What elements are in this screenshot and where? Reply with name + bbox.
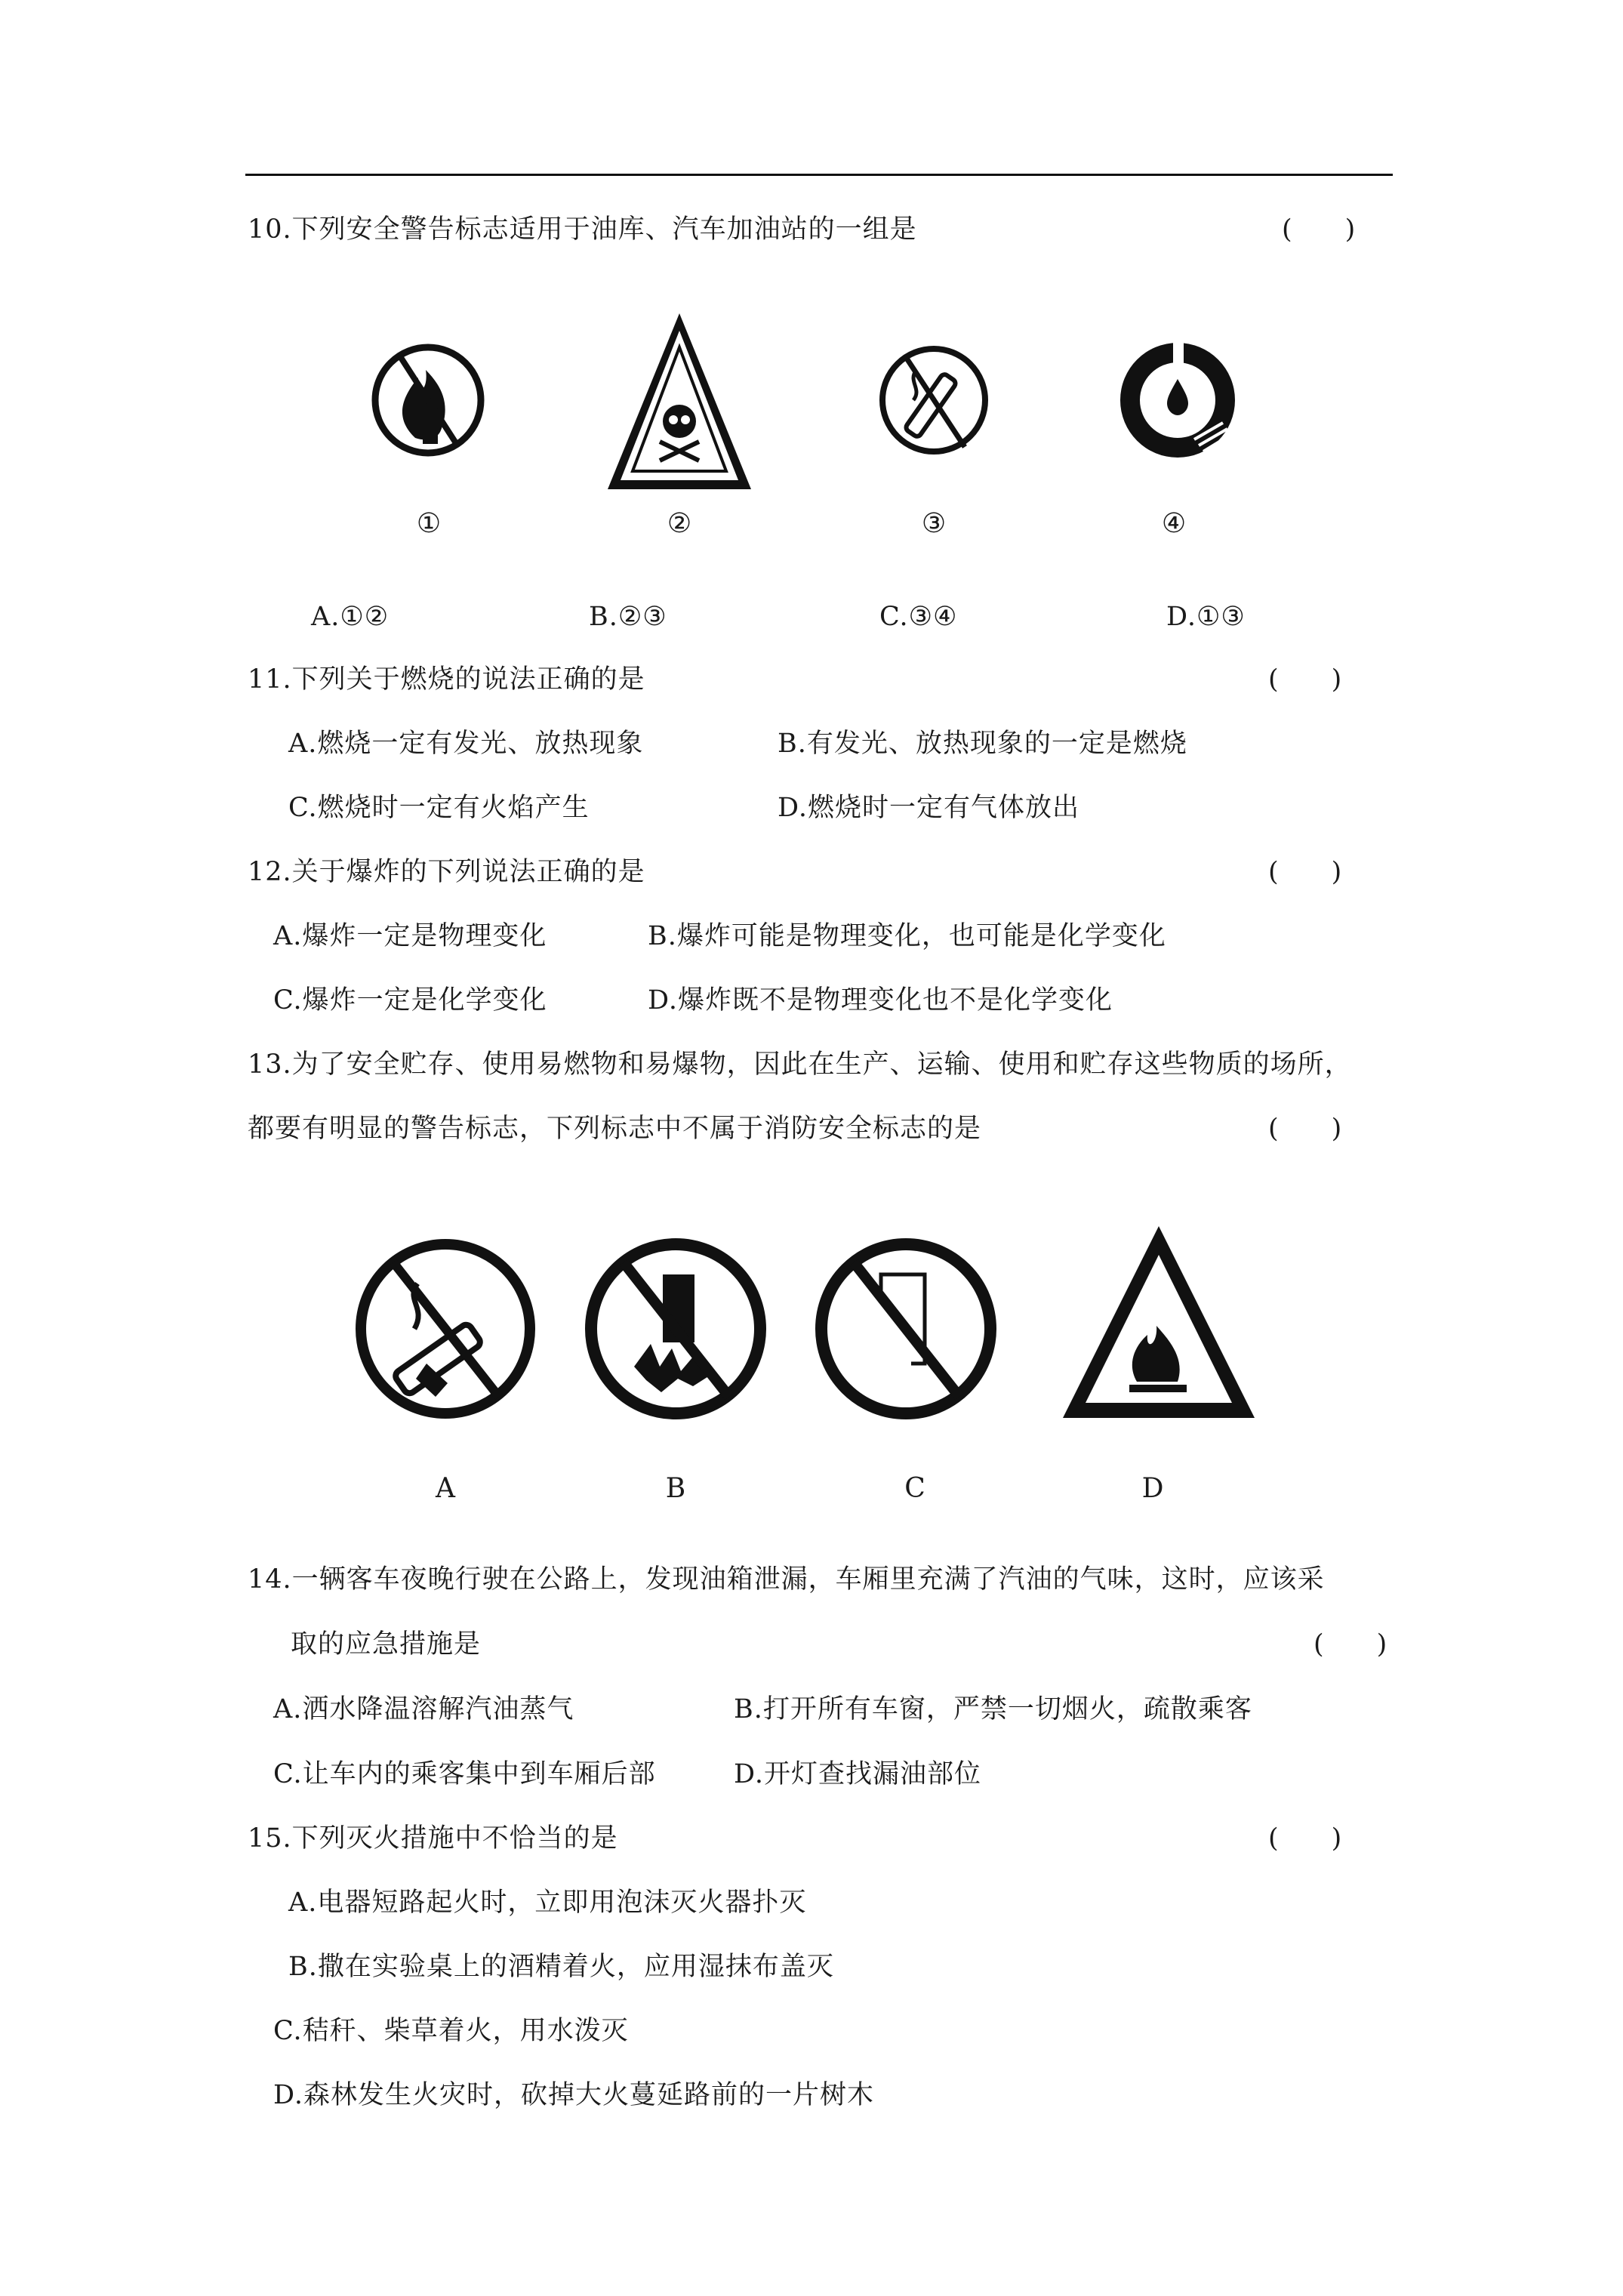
oil-drop-sign-icon (1110, 310, 1246, 491)
q10-option-a[interactable]: A.①② (311, 602, 390, 632)
q10-option-b[interactable]: B.②③ (589, 602, 667, 632)
no-smoking-sign-icon (877, 310, 990, 491)
q14-option-b[interactable]: B.打开所有车窗，严禁一切烟火，疏散乘客 (734, 1694, 1252, 1724)
q12-option-b[interactable]: B.爆炸可能是物理变化，也可能是化学变化 (648, 921, 1166, 951)
header-rule (245, 174, 1393, 176)
q11-option-c[interactable]: C.燃烧时一定有火焰产生 (288, 793, 590, 823)
q12-answer-paren: ( ) (1268, 857, 1342, 887)
no-smoking-sign-a-icon (351, 1216, 540, 1442)
q12-option-c[interactable]: C.爆炸一定是化学变化 (273, 985, 547, 1015)
q10-option-d[interactable]: D.①③ (1166, 602, 1246, 632)
q10-sign-label: ② (667, 508, 692, 539)
q14-option-c[interactable]: C.让车内的乘客集中到车厢后部 (273, 1759, 656, 1789)
q14-stem-line2: 取的应急措施是 (291, 1629, 482, 1660)
q14-option-a[interactable]: A.洒水降温溶解汽油蒸气 (273, 1694, 574, 1724)
toxic-hazard-sign-icon (604, 310, 755, 491)
q11-option-a[interactable]: A.燃烧一定有发光、放热现象 (288, 729, 644, 759)
q13-sign-label: D (1141, 1473, 1164, 1504)
q11-option-d[interactable]: D.燃烧时一定有气体放出 (778, 793, 1079, 823)
q11-answer-paren: ( ) (1268, 664, 1342, 695)
q11-stem: 11.下列关于燃烧的说法正确的是 (248, 664, 645, 695)
q15-answer-paren: ( ) (1268, 1823, 1342, 1854)
q15-stem: 15.下列灭火措施中不恰当的是 (248, 1823, 618, 1854)
q15-option-c[interactable]: C.秸秆、柴草着火，用水泼灭 (273, 2016, 629, 2046)
q13-sign-label: C (904, 1473, 925, 1504)
q12-stem: 12.关于爆炸的下列说法正确的是 (248, 857, 645, 887)
no-fireworks-sign-b-icon (581, 1216, 770, 1442)
q10-sign-label: ① (416, 508, 442, 539)
no-entry-door-sign-c-icon (812, 1216, 1000, 1442)
q12-option-a[interactable]: A.爆炸一定是物理变化 (273, 921, 547, 951)
q13-answer-paren: ( ) (1268, 1114, 1342, 1144)
q13-sign-label: B (665, 1473, 686, 1504)
q15-option-b[interactable]: B.撒在实验桌上的酒精着火，应用湿抹布盖灭 (288, 1952, 834, 1982)
q10-sign-label: ④ (1161, 508, 1187, 539)
q10-stem: 10.下列安全警告标志适用于油库、汽车加油站的一组是 (248, 214, 917, 245)
q15-option-a[interactable]: A.电器短路起火时，立即用泡沫灭火器扑灭 (288, 1888, 807, 1918)
q14-option-d[interactable]: D.开灯查找漏油部位 (734, 1759, 981, 1789)
q10-sign-label: ③ (921, 508, 947, 539)
q13-stem-line2: 都要有明显的警告标志，下列标志中不属于消防安全标志的是 (248, 1114, 982, 1144)
q15-option-d[interactable]: D.森林发生火灾时，砍掉大火蔓延路前的一片树木 (273, 2080, 874, 2110)
q11-option-b[interactable]: B.有发光、放热现象的一定是燃烧 (778, 729, 1187, 759)
flammable-warning-sign-d-icon (1057, 1216, 1261, 1442)
q10-option-c[interactable]: C.③④ (879, 602, 958, 632)
q14-stem-line1: 14.一辆客车夜晚行驶在公路上，发现油箱泄漏，车厢里充满了汽油的气味，这时，应该采 (248, 1564, 1325, 1595)
q10-answer-paren: ( ) (1282, 214, 1356, 245)
q12-option-d[interactable]: D.爆炸既不是物理变化也不是化学变化 (648, 985, 1113, 1015)
q13-stem-line1: 13.为了安全贮存、使用易燃物和易爆物，因此在生产、运输、使用和贮存这些物质的场所， (248, 1049, 1352, 1080)
no-open-flame-sign-icon (368, 310, 488, 491)
q13-sign-label: A (436, 1473, 455, 1504)
q14-answer-paren: ( ) (1313, 1629, 1387, 1660)
